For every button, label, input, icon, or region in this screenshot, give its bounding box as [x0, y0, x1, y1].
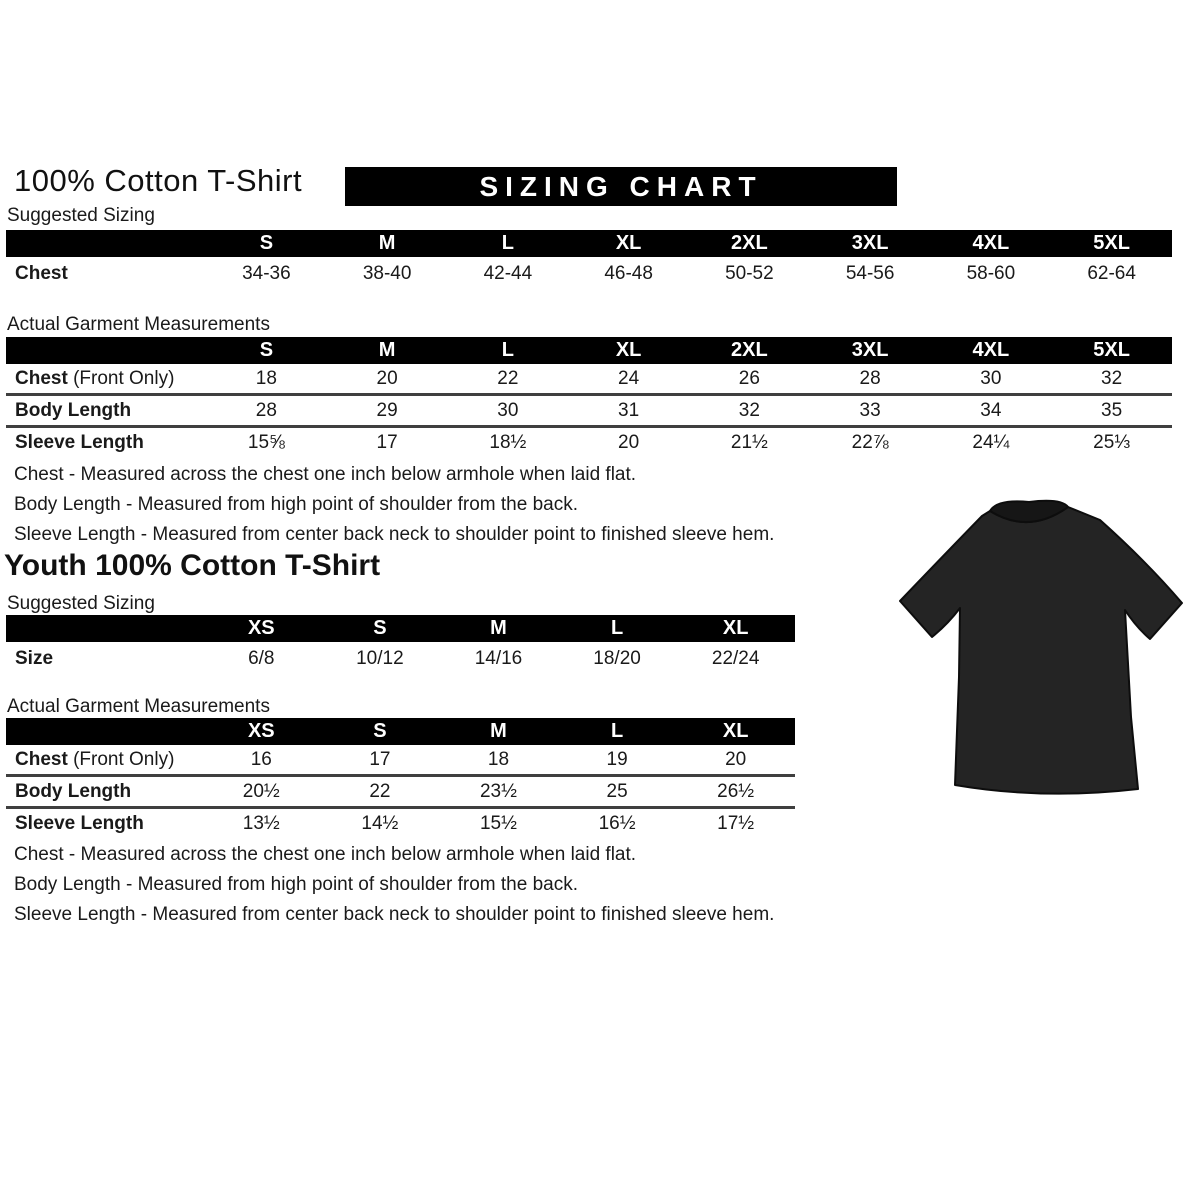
header-blank-cell — [6, 337, 206, 364]
note-line: Chest - Measured across the chest one inch below armhole when laid flat. — [14, 844, 637, 865]
size-column-header: M — [378, 339, 396, 361]
table-header-row — [6, 230, 1172, 257]
tshirt-body-shape — [900, 507, 1182, 794]
measurement-cell: 28 — [255, 399, 277, 421]
measurement-cell: 58-60 — [966, 263, 1016, 284]
measurement-cell: 26½ — [717, 780, 755, 802]
youth-page-title: Youth 100% Cotton T-Shirt — [4, 549, 381, 582]
size-column-header: 4XL — [972, 232, 1010, 254]
size-column-header: XL — [615, 339, 642, 361]
measurement-cell: 13½ — [242, 812, 280, 834]
table-header-row — [6, 615, 795, 642]
measurement-cell: 46-48 — [604, 263, 653, 284]
measurement-cell: 16½ — [598, 812, 636, 834]
measurement-cell: 20 — [725, 748, 747, 770]
measurement-cell: 42-44 — [483, 263, 533, 284]
youth-suggested-sizing-table — [6, 615, 795, 676]
size-column-header: L — [610, 617, 624, 639]
header-blank-cell — [6, 615, 202, 642]
measurement-cell: 14/16 — [474, 648, 523, 669]
youth-measurement-notes — [14, 840, 774, 930]
row-label: Body Length — [15, 399, 132, 421]
size-column-header: 5XL — [1093, 232, 1130, 254]
measurement-cell: 17 — [376, 431, 398, 453]
measurement-cell: 18 — [255, 367, 277, 389]
adult-actual-measurements-table — [6, 337, 1172, 457]
measurement-cell: 35 — [1101, 399, 1123, 421]
measurement-cell: 10/12 — [356, 648, 404, 669]
size-column-header: S — [259, 339, 274, 361]
measurement-cell: 23½ — [479, 780, 517, 802]
size-column-header: M — [490, 617, 507, 639]
measurement-cell: 20 — [618, 431, 640, 453]
measurement-cell: 19 — [606, 748, 628, 770]
row-label: Body Length — [15, 780, 132, 802]
size-column-header: XL — [722, 720, 749, 742]
size-column-header: 3XL — [851, 339, 889, 361]
measurement-cell: 17½ — [717, 812, 755, 834]
note-line: Chest - Measured across the chest one inch below armhole when laid flat. — [14, 464, 637, 485]
measurement-cell: 16 — [250, 748, 272, 770]
table-header-row — [6, 337, 1172, 364]
measurement-cell: 34 — [980, 399, 1002, 421]
row-label: Chest (Front Only) — [15, 367, 175, 389]
measurement-cell: 30 — [497, 399, 519, 421]
size-column-header: 3XL — [851, 232, 889, 254]
size-column-header: L — [610, 720, 624, 742]
table-row — [6, 745, 795, 774]
measurement-cell: 18½ — [489, 431, 527, 453]
measurement-cell: 32 — [738, 399, 760, 421]
measurement-cell: 34-36 — [242, 263, 291, 284]
measurement-cell: 22⅞ — [851, 431, 889, 453]
size-column-header: M — [378, 232, 396, 254]
note-line: Body Length - Measured from high point of shoulder from the back. — [14, 874, 578, 895]
size-column-header: S — [259, 232, 274, 254]
measurement-cell: 38-40 — [362, 263, 412, 284]
youth-actual-measurements-table — [6, 718, 795, 838]
measurement-cell: 18/20 — [593, 648, 641, 669]
measurement-cell: 25 — [606, 780, 628, 802]
measurement-cell: 26 — [738, 367, 760, 389]
table-header-row — [6, 718, 795, 745]
note-line: Sleeve Length - Measured from center back neck to shoulder point to finished sleeve hem. — [14, 524, 775, 545]
size-column-header: XS — [247, 720, 275, 742]
measurement-cell: 31 — [618, 399, 640, 421]
row-label: Size — [15, 648, 54, 669]
measurement-cell: 17 — [369, 748, 391, 770]
measurement-cell: 14½ — [361, 812, 399, 834]
measurement-cell: 20 — [376, 367, 398, 389]
row-label: Chest — [15, 263, 68, 284]
measurement-cell: 22 — [497, 367, 519, 389]
measurement-cell: 29 — [376, 399, 398, 421]
table-row — [6, 642, 795, 676]
row-label: Chest (Front Only) — [15, 748, 175, 770]
measurement-cell: 18 — [487, 748, 510, 770]
measurement-cell: 24¼ — [972, 431, 1010, 453]
row-label: Sleeve Length — [15, 431, 144, 453]
table-row — [6, 425, 1172, 457]
measurement-cell: 6/8 — [248, 648, 275, 669]
row-label: Sleeve Length — [15, 812, 144, 834]
sizing-chart-banner: SIZING CHART — [345, 167, 897, 206]
measurement-cell: 30 — [980, 367, 1002, 389]
adult-suggested-sizing-table — [6, 230, 1172, 291]
adult-actual-measurements-label: Actual Garment Measurements — [7, 314, 270, 335]
table-row — [6, 364, 1172, 393]
note-line: Body Length - Measured from high point of shoulder from the back. — [14, 494, 578, 515]
measurement-cell: 21½ — [730, 431, 768, 453]
measurement-cell: 15½ — [479, 812, 517, 834]
measurement-cell: 32 — [1101, 367, 1123, 389]
size-column-header: XS — [247, 617, 275, 639]
table-row — [6, 806, 795, 838]
youth-actual-measurements-label: Actual Garment Measurements — [7, 696, 270, 717]
header-blank-cell — [6, 718, 202, 745]
table-row — [6, 257, 1172, 291]
table-row — [6, 393, 1172, 425]
page-title: 100% Cotton T-Shirt — [14, 163, 303, 198]
adult-measurement-notes — [14, 460, 774, 550]
header-blank-cell — [6, 230, 206, 257]
measurement-cell: 62-64 — [1087, 263, 1136, 284]
measurement-cell: 22/24 — [711, 648, 760, 669]
measurement-cell: 24 — [618, 367, 640, 389]
size-column-header: XL — [722, 617, 749, 639]
size-column-header: XL — [615, 232, 642, 254]
size-column-header: L — [501, 232, 514, 254]
size-column-header: L — [501, 339, 514, 361]
measurement-cell: 54-56 — [845, 263, 895, 284]
measurement-cell: 22 — [369, 780, 391, 802]
note-line: Sleeve Length - Measured from center back neck to shoulder point to finished sleeve hem. — [14, 904, 775, 925]
size-column-header: S — [373, 720, 387, 742]
youth-suggested-sizing-label: Suggested Sizing — [7, 593, 155, 614]
size-column-header: M — [490, 720, 507, 742]
measurement-cell: 50-52 — [725, 263, 774, 284]
table-row — [6, 774, 795, 806]
measurement-cell: 20½ — [242, 780, 280, 802]
size-column-header: S — [373, 617, 387, 639]
size-column-header: 4XL — [972, 339, 1010, 361]
measurement-cell: 28 — [859, 367, 881, 389]
size-column-header: 5XL — [1093, 339, 1130, 361]
tshirt-image — [888, 487, 1194, 812]
measurement-cell: 25⅓ — [1093, 431, 1131, 453]
size-column-header: 2XL — [731, 232, 768, 254]
measurement-cell: 33 — [859, 399, 881, 421]
measurement-cell: 15⅝ — [247, 431, 285, 453]
adult-suggested-sizing-label: Suggested Sizing — [7, 205, 155, 226]
size-column-header: 2XL — [731, 339, 768, 361]
